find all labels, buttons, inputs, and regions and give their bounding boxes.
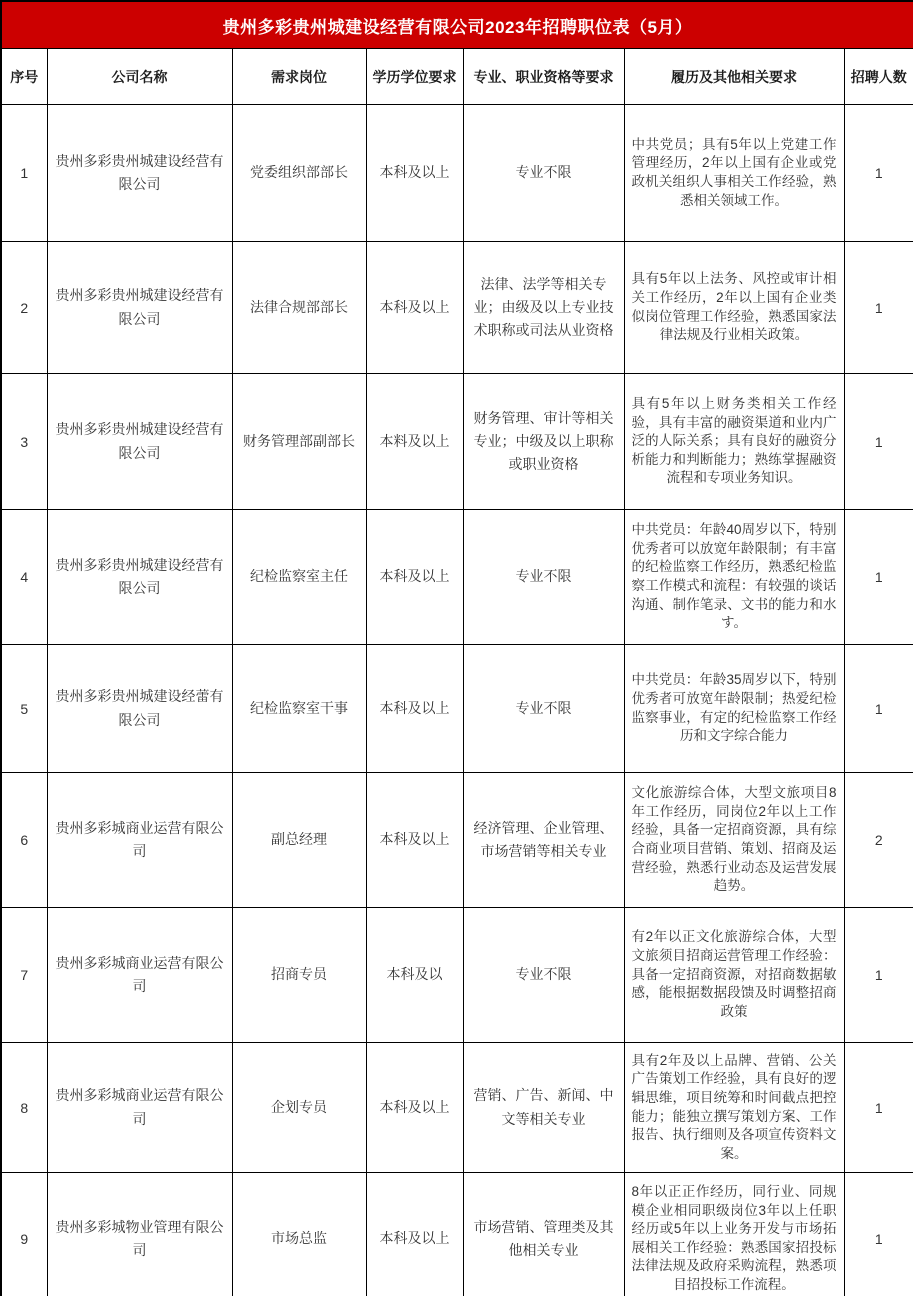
headcount: 1 — [844, 242, 913, 374]
position-name: 党委组织部部长 — [232, 105, 366, 242]
page-title: 贵州多彩贵州城建设经营有限公司2023年招聘职位表（5月） — [1, 1, 913, 49]
row-number: 5 — [1, 645, 47, 773]
headcount: 2 — [844, 773, 913, 908]
major-requirement: 市场营销、管理类及其他相关专业 — [463, 1173, 624, 1296]
education-requirement: 本科及以上 — [366, 1043, 463, 1173]
experience-requirement: 具有5年以上财务类相关工作经验，具有丰富的融资渠道和业内广泛的人际关系；具有良好的融资分析能力和判断能力；熟练掌握融资流程和专项业务知识。 — [624, 374, 844, 510]
education-requirement: 本科及以上 — [366, 773, 463, 908]
company-name: 贵州多彩贵州城建设经营有限公司 — [47, 510, 232, 645]
row-number: 8 — [1, 1043, 47, 1173]
position-name: 市场总监 — [232, 1173, 366, 1296]
experience-requirement: 中共党员；具有5年以上党建工作管理经历，2年以上国有企业或党政机关组织人事相关工作经验，熟悉相关领域工作。 — [624, 105, 844, 242]
column-header-education: 学历学位要求 — [366, 49, 463, 105]
row-number: 1 — [1, 105, 47, 242]
title-row — [1, 1, 913, 49]
column-header-row — [1, 49, 913, 105]
column-header-requirements: 履历及其他相关要求 — [624, 49, 844, 105]
headcount: 1 — [844, 1173, 913, 1296]
headcount: 1 — [844, 645, 913, 773]
row-number: 3 — [1, 374, 47, 510]
position-name: 纪检监察室干事 — [232, 645, 366, 773]
major-requirement: 专业不限 — [463, 105, 624, 242]
education-requirement: 本科及以 — [366, 908, 463, 1043]
experience-requirement: 有2年以正文化旅游综合体，大型文旅须目招商运营管理工作经验：具备一定招商资源，对招商数据敏感，能根据数据段馈及时调整招商政策 — [624, 908, 844, 1043]
education-requirement: 本科及以上 — [366, 242, 463, 374]
company-name: 贵州多彩贵州城建设经营有限公司 — [47, 374, 232, 510]
major-requirement: 专业不限 — [463, 645, 624, 773]
row-number: 2 — [1, 242, 47, 374]
experience-requirement: 中共党员：年龄35周岁以下，特别优秀者可放宽年龄限制；热爱纪检监察事业，有定的纪检监察工作经历和文字综合能力 — [624, 645, 844, 773]
row-number: 9 — [1, 1173, 47, 1296]
headcount: 1 — [844, 374, 913, 510]
company-name: 贵州多彩城物业管理有限公司 — [47, 1173, 232, 1296]
position-name: 副总经理 — [232, 773, 366, 908]
major-requirement: 经济管理、企业管理、市场营销等相关专业 — [463, 773, 624, 908]
headcount: 1 — [844, 1043, 913, 1173]
table-row — [1, 908, 913, 1043]
position-name: 财务管理部副部长 — [232, 374, 366, 510]
headcount: 1 — [844, 105, 913, 242]
experience-requirement: 文化旅游综合体，大型文旅项目8年工作经历，同岗位2年以上工作经验，具备一定招商资源，具有综合商业项目营销、策划、招商及运营经验，熟悉行业动态及运营发展趋势。 — [624, 773, 844, 908]
experience-requirement: 中共党员：年龄40周岁以下，特别优秀者可以放宽年龄限制；有丰富的纪检监察工作经历，熟悉纪检监察工作模式和流程：有较强的谈话沟通、制作笔录、文书的能力和水す。 — [624, 510, 844, 645]
education-requirement: 本科及以上 — [366, 105, 463, 242]
table-row — [1, 1043, 913, 1173]
company-name: 贵州多彩贵州城建设经营有限公司 — [47, 242, 232, 374]
row-number: 7 — [1, 908, 47, 1043]
position-name: 法律合规部部长 — [232, 242, 366, 374]
table-row — [1, 645, 913, 773]
major-requirement: 法律、法学等相关专业；由级及以上专业技术职称或司法从业资格 — [463, 242, 624, 374]
table-row — [1, 105, 913, 242]
column-header-headcount: 招聘人数 — [844, 49, 913, 105]
experience-requirement: 8年以正正作经历，同行业、同规模企业相同职级岗位3年以上任职经历或5年以上业务开发与市场拓展相关工作经验：熟悉国家招投标法律法规及政府采购流程，熟悉项目招投标工作流程。 — [624, 1173, 844, 1296]
company-name: 贵州多彩贵州城建设经蕾有限公司 — [47, 645, 232, 773]
table-row — [1, 510, 913, 645]
column-header-company: 公司名称 — [47, 49, 232, 105]
column-header-major: 专业、职业资格等要求 — [463, 49, 624, 105]
column-header-position: 需求岗位 — [232, 49, 366, 105]
education-requirement: 本科及以上 — [366, 510, 463, 645]
major-requirement: 专业不限 — [463, 510, 624, 645]
experience-requirement: 具有5年以上法务、风控或审计相关工作经历，2年以上国有企业类似岗位管理工作经验，熟悉国家法律法规及行业相关政策。 — [624, 242, 844, 374]
company-name: 贵州多彩城商业运营有限公司 — [47, 773, 232, 908]
table-row — [1, 773, 913, 908]
table-row — [1, 1173, 913, 1296]
column-header-no: 序号 — [1, 49, 47, 105]
position-name: 招商专员 — [232, 908, 366, 1043]
experience-requirement: 具有2年及以上品牌、营销、公关广告策划工作经验，具有良好的逻辑思维，项目统筹和时间截点把控能力；能独立撰写策划方案、工作报告、执行细则及各项宣传资料文案。 — [624, 1043, 844, 1173]
headcount: 1 — [844, 908, 913, 1043]
headcount: 1 — [844, 510, 913, 645]
company-name: 贵州多彩城商业运营有限公司 — [47, 1043, 232, 1173]
company-name: 贵州多彩城商业运营有限公司 — [47, 908, 232, 1043]
major-requirement: 专业不限 — [463, 908, 624, 1043]
table-row — [1, 374, 913, 510]
position-name: 企划专员 — [232, 1043, 366, 1173]
company-name: 贵州多彩贵州城建设经营有限公司 — [47, 105, 232, 242]
row-number: 6 — [1, 773, 47, 908]
major-requirement: 财务管理、审计等相关专业；中级及以上职称或职业资格 — [463, 374, 624, 510]
position-name: 纪检监察室主任 — [232, 510, 366, 645]
education-requirement: 本科及以上 — [366, 645, 463, 773]
table-row — [1, 242, 913, 374]
education-requirement: 本科及以上 — [366, 1173, 463, 1296]
row-number: 4 — [1, 510, 47, 645]
education-requirement: 本料及以上 — [366, 374, 463, 510]
major-requirement: 营销、广告、新闻、中文等相关专业 — [463, 1043, 624, 1173]
